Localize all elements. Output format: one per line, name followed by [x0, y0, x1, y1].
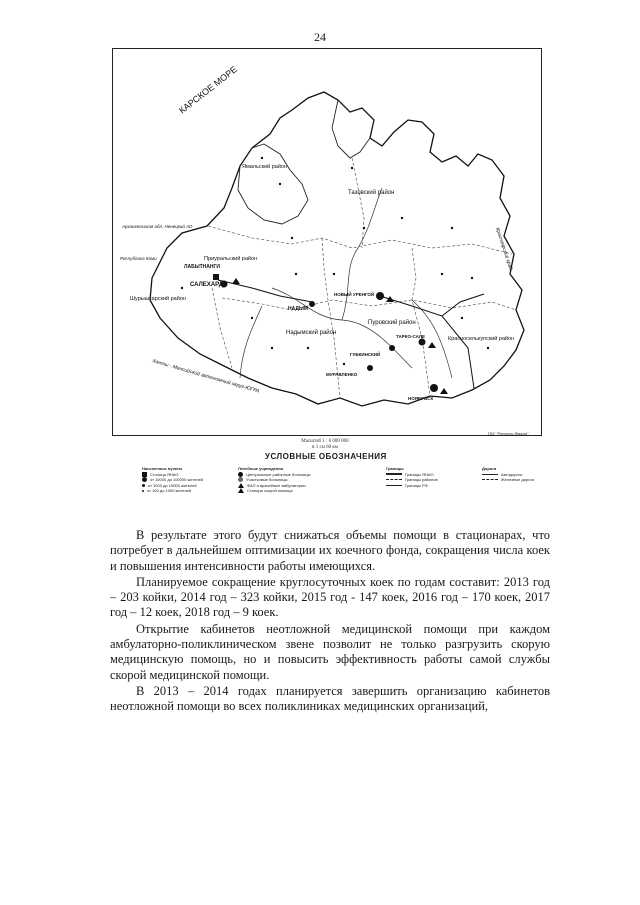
map-legend: [142, 466, 552, 516]
legend-item: от 10000 до 100000 жителей: [150, 477, 204, 482]
legend-head: Дороги: [482, 466, 497, 471]
paragraph-2: Планируемое сокращение круглосуточных коек по годам составит: 2013 год – 203 койки, 2014 год – 323 койки, 2015 год - 147 коек, 2016 год – 170 коек, 2017 год – 12 коек, 2018 год – 9 коек.: [110, 574, 550, 620]
region-label-purov: Пуровский район: [368, 320, 416, 326]
region-map-svg: [112, 48, 542, 436]
paragraph-1: В результате этого будут снижаться объемы помощи в стационарах, что потребует в дальнейшем оптимизации их коечного фонда, сокращения числа коек и повышения интенсивности работы имеющихся.: [110, 528, 550, 573]
neighbor-label-nenets: Архангельская обл. Ненецкий АО: [122, 224, 193, 229]
paragraph-4: В 2013 – 2014 годах планируется завершить организацию кабинетов неотложной помощи во всех поликлиниках медицинских организаций,: [110, 683, 550, 714]
city-label-noyabrsk: НОЯБРЬСК: [408, 396, 434, 401]
legend-item: Границы РФ: [405, 482, 428, 488]
sea-label: КАРСКОЕ МОРЕ: [177, 64, 240, 116]
region-label-krasnoselkup: Красноселькупский район: [448, 336, 515, 342]
legend-col-settlements: [142, 466, 232, 494]
body-text: [110, 528, 550, 716]
town-dot-icon: [142, 484, 145, 487]
legend-item: от 100 до 1000 жителей: [147, 488, 192, 493]
legend-col-borders: [386, 466, 476, 488]
neighbor-label-hmao: Ханты - Мансийский автономный округ-ЮГРА: [151, 358, 260, 395]
neighbor-label-komi: Республика Коми: [120, 256, 157, 261]
road-line-icon: [482, 474, 498, 475]
local-hospital-icon: [238, 477, 243, 482]
scale-line-2: в 1 см 60 км: [312, 445, 338, 450]
city-marker: [376, 292, 384, 300]
legend-head: Границы: [386, 466, 404, 471]
city-label-gubkinsky: ГУБКИНСКИЙ: [350, 352, 381, 357]
map-credit: ГБУ "Ресурсы Ямала": [488, 431, 529, 436]
legend-title: УСЛОВНЫЕ ОБОЗНАЧЕНИЯ: [265, 452, 387, 461]
city-marker: [430, 384, 438, 392]
legend-item: Столица ЯНАО: [150, 471, 179, 477]
city-marker: [309, 301, 315, 307]
capital-square-icon: [142, 472, 147, 477]
legend-item: ФАП и врачебные амбулатории: [247, 482, 306, 488]
map-scale: [300, 439, 350, 451]
region-label-shuryshkar: Шурышкарский район: [130, 296, 186, 302]
village-dot-icon: [142, 490, 144, 492]
city-marker: [389, 345, 395, 351]
city-label-salekhard: САЛЕХАРД: [190, 282, 224, 288]
country-border-icon: [386, 485, 402, 486]
region-label-yamal: Ямальский район: [242, 164, 288, 170]
city-label-labytnangi: ЛАБЫТНАНГИ: [184, 264, 220, 270]
capital-marker: [213, 274, 219, 280]
legend-item: Железные дороги: [501, 477, 535, 482]
legend-item: Автодороги: [501, 471, 523, 477]
okrug-border-icon: [386, 473, 402, 475]
region-map: [112, 48, 542, 436]
ambulance-triangle-icon: [238, 488, 244, 493]
city-label-nadym: НАДЫМ: [288, 306, 309, 312]
page-number: 24: [314, 30, 326, 44]
legend-item: Границы районов: [405, 477, 438, 482]
region-label-priural: Приуральский район: [204, 256, 258, 262]
region-label-taz: Тазовский район: [348, 190, 395, 196]
region-label-nadym: Надымский район: [286, 330, 337, 336]
scale-line-1: Масштаб 1 : 6 000 000: [301, 439, 349, 444]
legend-head: Населенные пункты: [142, 466, 183, 471]
city-label-tarko-sale: ТАРКО-САЛЕ: [396, 334, 426, 339]
city-label-muravlenko: МУРАВЛЕНКО: [326, 372, 358, 377]
legend-col-hospitals: [238, 466, 378, 494]
legend-item: Границы ЯНАО: [405, 471, 434, 477]
district-border-icon: [386, 479, 402, 480]
legend-item: Участковые больницы: [246, 477, 288, 482]
map-frame: [113, 49, 542, 436]
legend-head: Лечебные учреждения: [238, 466, 284, 471]
legend-col-roads: [482, 466, 552, 483]
legend-item: от 1000 до 10000 жителей: [148, 482, 197, 488]
city-marker: [419, 339, 426, 346]
city-label-novy-urengoy: НОВЫЙ УРЕНГОЙ: [334, 292, 375, 297]
fap-triangle-icon: [238, 483, 244, 488]
hospital-circle-icon: [238, 472, 243, 477]
legend-item: Центральные районные больницы: [246, 471, 311, 477]
paragraph-3: Открытие кабинетов неотложной медицинской помощи при каждом амбулаторно-поликлиническом звене позволит не только разгрузить скорую медицинскую помощь, но и повысить эффективность работы самой службы скорой медицинской помощи.: [110, 621, 550, 682]
city-dot-icon: [142, 477, 147, 482]
legend-item: Станции скорой помощи: [247, 488, 293, 493]
railway-line-icon: [482, 479, 498, 480]
neighbor-label-krasnoyarsk: Красноярский край: [494, 226, 514, 271]
city-marker: [367, 365, 373, 371]
